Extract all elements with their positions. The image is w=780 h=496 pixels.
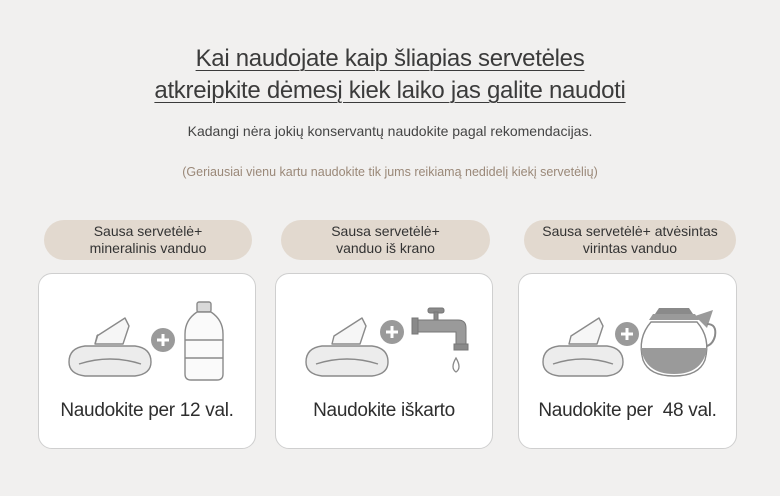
title-line-2-text: atkreipkite dėmesį kiek laiko jas galite naudoti bbox=[154, 77, 626, 104]
title-line-1 bbox=[0, 44, 780, 74]
plus-icon bbox=[615, 322, 639, 346]
card-2-label-line1: Sausa servetėlė+ bbox=[331, 223, 440, 239]
card-1-label-line1: Sausa servetėlė+ bbox=[93, 223, 203, 239]
card-3-label-line1: Sausa servetėlė+ atvėsintas bbox=[542, 223, 718, 239]
water-tap-icon bbox=[412, 308, 468, 372]
card-1-caption: Naudokite per 12 val. bbox=[60, 400, 234, 421]
card-3 bbox=[518, 273, 737, 449]
plus-icon bbox=[380, 320, 404, 344]
water-bottle-icon bbox=[185, 302, 223, 380]
card-3-label-line2: virintas vanduo bbox=[582, 240, 678, 256]
note: (Geriausiai vienu kartu naudokite tik jums reikiamą nedidelį kiekį servetėlių) bbox=[182, 165, 598, 179]
wipes-pack-icon bbox=[306, 318, 388, 376]
kettle-icon bbox=[641, 308, 715, 376]
subtitle: Kadangi nėra jokių konservantų naudokite pagal rekomendacijas. bbox=[187, 123, 593, 139]
card-2-label bbox=[281, 220, 490, 260]
title-line-1-text: Kai naudojate kaip šliapias servetėles bbox=[195, 45, 585, 72]
card-1 bbox=[38, 273, 256, 449]
wipes-pack-icon bbox=[69, 318, 151, 376]
card-1-label-line2: mineralinis vanduo bbox=[89, 240, 207, 256]
wipes-pack-icon bbox=[543, 318, 623, 376]
card-3-illustration bbox=[519, 274, 738, 450]
card-3-caption: Naudokite per 48 val. bbox=[538, 400, 717, 421]
title-line-2 bbox=[0, 76, 780, 106]
card-2-illustration bbox=[276, 274, 494, 450]
card-1-illustration bbox=[39, 274, 257, 450]
card-2-caption: Naudokite iškarto bbox=[313, 400, 455, 421]
card-1-label bbox=[44, 220, 252, 260]
card-2-label-line2: vanduo iš krano bbox=[336, 240, 435, 256]
card-3-label bbox=[524, 220, 736, 260]
plus-icon bbox=[151, 328, 175, 352]
card-2 bbox=[275, 273, 493, 449]
